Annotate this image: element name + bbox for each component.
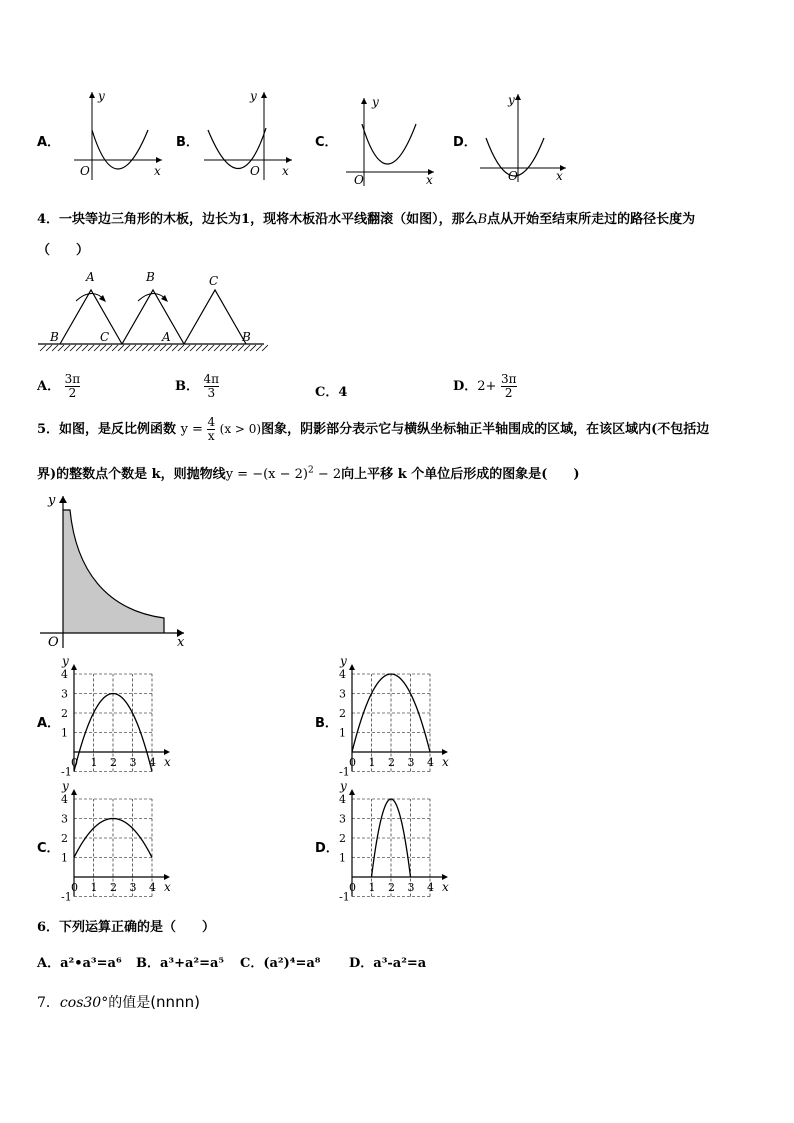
y-tick-label: -1 bbox=[61, 765, 72, 779]
q3a-x-label: x bbox=[154, 164, 161, 178]
q4-label-b-top: B bbox=[146, 270, 155, 284]
x-tick-label: 1 bbox=[90, 756, 98, 769]
q4-label-c1: C bbox=[100, 330, 110, 344]
x-tick-label: 4 bbox=[149, 881, 156, 894]
ground-hatch-line bbox=[154, 345, 160, 351]
ground-hatch-line bbox=[82, 345, 88, 351]
y-tick-label: 2 bbox=[339, 707, 346, 720]
y-tick-label: 1 bbox=[339, 726, 346, 740]
x-tick-label: 2 bbox=[110, 756, 117, 769]
q3c-y-label: y bbox=[372, 95, 379, 109]
q3-graph-b bbox=[200, 88, 300, 183]
q3a-y-label: y bbox=[98, 89, 105, 103]
x-tick-label: 3 bbox=[407, 756, 415, 769]
ground-hatch-line bbox=[106, 345, 112, 351]
ground-hatch-line bbox=[208, 345, 214, 351]
ground-hatch-line bbox=[262, 345, 268, 351]
x-tick-label: 0 bbox=[71, 881, 78, 894]
y-axis-label: y bbox=[62, 780, 69, 793]
ground-hatch-line bbox=[136, 345, 142, 351]
x-axis-label: x bbox=[442, 755, 449, 769]
q3-graph-c bbox=[342, 94, 442, 189]
q5-graph-c bbox=[58, 780, 178, 905]
q5-graph-a bbox=[58, 655, 178, 780]
q4-option-d[interactable]: D．2+ $\frac{3\pi}{2}$ bbox=[453, 372, 517, 400]
x-tick-label: 2 bbox=[110, 881, 117, 894]
y-tick-label: 2 bbox=[61, 707, 68, 720]
q5-graph-b bbox=[336, 655, 456, 780]
q5-option-c-label[interactable]: C． bbox=[37, 841, 60, 856]
y-tick-label: 1 bbox=[339, 851, 346, 865]
x-axis-label: x bbox=[164, 880, 171, 894]
q6-question: 6．下列运算正确的是（ ） bbox=[37, 920, 216, 935]
y-tick-label: 3 bbox=[339, 687, 346, 701]
q5-question-line1: 5．如图，是反比例函数 y = $\frac{4}{x}$ (x > 0)图象，阴影部分表示它与横纵坐标轴正半轴围成的区域，在该区域内(不包括边 bbox=[37, 415, 710, 443]
y-axis-label: y bbox=[340, 655, 347, 668]
q4-option-c[interactable]: C．4 bbox=[315, 385, 348, 400]
y-tick-label: -1 bbox=[339, 765, 350, 779]
q3c-x-label: x bbox=[426, 173, 433, 187]
y-tick-label: 3 bbox=[339, 812, 346, 826]
ground-hatch-line bbox=[64, 345, 70, 351]
q3d-x-label: x bbox=[556, 169, 563, 183]
y-axis-arrow bbox=[349, 789, 355, 795]
y-tick-label: 2 bbox=[61, 832, 68, 845]
q3a-origin-label: O bbox=[80, 164, 90, 178]
q3b-x-label: x bbox=[282, 164, 289, 178]
x-axis-label: x bbox=[164, 755, 171, 769]
ground-hatch-line bbox=[118, 345, 124, 351]
q6-option-d[interactable]: D．a³-a²=a bbox=[349, 956, 427, 971]
q4-triangle-figure bbox=[36, 265, 268, 355]
ground-hatch-line bbox=[70, 345, 76, 351]
y-axis-arrow bbox=[71, 789, 77, 795]
ground-hatch-line bbox=[214, 345, 220, 351]
ground-hatch-line bbox=[46, 345, 52, 351]
y-tick-label: 2 bbox=[339, 832, 346, 845]
ground-hatch-line bbox=[142, 345, 148, 351]
q3b-origin-label: O bbox=[250, 164, 260, 178]
q3b-y-label: y bbox=[250, 89, 257, 103]
x-tick-label: 2 bbox=[388, 881, 395, 894]
y-tick-label: -1 bbox=[61, 890, 72, 904]
y-tick-label: 4 bbox=[339, 793, 346, 806]
q4-answer-paren: （ ） bbox=[37, 243, 90, 258]
q4-question-text: 4．一块等边三角形的木板，边长为1，现将木板沿水平线翻滚（如图），那么B点从开始至结束所走过的路径长度为 bbox=[37, 212, 696, 227]
x-axis-label: x bbox=[442, 880, 449, 894]
q5-option-a-label[interactable]: A． bbox=[37, 716, 61, 731]
x-tick-label: 3 bbox=[407, 881, 415, 894]
q7-question: 7．cos30°的值是(nnnn) bbox=[37, 993, 200, 1011]
ground-hatch-line bbox=[190, 345, 196, 351]
ground-hatch-line bbox=[166, 345, 172, 351]
ground-hatch-line bbox=[100, 345, 106, 351]
ground-hatch-line bbox=[172, 345, 178, 351]
ground-hatch-line bbox=[130, 345, 136, 351]
q5-fig-x-label: x bbox=[177, 635, 185, 650]
x-tick-label: 1 bbox=[90, 881, 98, 894]
y-tick-label: 4 bbox=[61, 668, 68, 681]
y-tick-label: -1 bbox=[339, 890, 350, 904]
y-axis-label: y bbox=[340, 780, 347, 793]
ground-hatch-line bbox=[52, 345, 58, 351]
ground-hatch-line bbox=[238, 345, 244, 351]
ground-hatch-line bbox=[88, 345, 94, 351]
ground-hatch-line bbox=[184, 345, 190, 351]
q5-reciprocal-figure bbox=[36, 490, 196, 650]
x-tick-label: 1 bbox=[368, 881, 376, 894]
ground-hatch-line bbox=[124, 345, 130, 351]
x-tick-label: 0 bbox=[71, 756, 78, 769]
ground-hatch-line bbox=[232, 345, 238, 351]
y-tick-label: 1 bbox=[61, 851, 68, 865]
q3c-origin-label: O bbox=[354, 173, 364, 187]
q6-option-a[interactable]: A．a²•a³=a⁶ bbox=[37, 956, 122, 971]
q6-option-b[interactable]: B．a³+a²=a⁵ bbox=[136, 956, 225, 971]
q3d-y-label: y bbox=[508, 93, 515, 107]
ground-hatch-line bbox=[40, 345, 46, 351]
y-axis-label: y bbox=[62, 655, 69, 668]
ground-hatch-line bbox=[148, 345, 154, 351]
ground-hatch-line bbox=[58, 345, 64, 351]
q5-fig-y-label: y bbox=[48, 493, 56, 508]
q3-graph-a bbox=[70, 88, 170, 183]
ground-hatch-line bbox=[112, 345, 118, 351]
x-tick-label: 4 bbox=[427, 881, 434, 894]
x-tick-label: 2 bbox=[388, 756, 395, 769]
ground-hatch-line bbox=[250, 345, 256, 351]
ground-hatch-line bbox=[160, 345, 166, 351]
y-axis-arrow bbox=[71, 664, 77, 670]
q3-option-a-label[interactable]: A． bbox=[37, 135, 61, 150]
ground-hatch-line bbox=[76, 345, 82, 351]
q4-label-b2: B bbox=[242, 330, 251, 344]
y-axis-arrow bbox=[349, 664, 355, 670]
q4-label-c-top: C bbox=[209, 274, 219, 288]
q6-option-c[interactable]: C．(a²)⁴=a⁸ bbox=[240, 956, 321, 971]
ground-hatch-line bbox=[256, 345, 262, 351]
x-tick-label: 3 bbox=[129, 881, 137, 894]
x-tick-label: 4 bbox=[427, 756, 434, 769]
x-tick-label: 0 bbox=[349, 881, 356, 894]
x-tick-label: 1 bbox=[368, 756, 376, 769]
q4-option-b[interactable]: B． $\frac{4\pi}{3}$ bbox=[175, 372, 220, 400]
q3-option-c-label[interactable]: C． bbox=[315, 135, 338, 150]
y-tick-label: 4 bbox=[339, 668, 346, 681]
ground-hatch-line bbox=[226, 345, 232, 351]
q5-option-d-label[interactable]: D． bbox=[315, 841, 339, 856]
ground-hatch-line bbox=[244, 345, 250, 351]
q4-label-b1: B bbox=[50, 330, 59, 344]
q5-question-line2: 界)的整数点个数是 k，则抛物线$y = -(x - 2)^2 - 2$向上平移 k 个单位后形成的图象是( ) bbox=[37, 465, 580, 482]
y-tick-label: 3 bbox=[61, 812, 68, 826]
y-tick-label: 4 bbox=[61, 793, 68, 806]
q5-option-b-label[interactable]: B． bbox=[315, 716, 338, 731]
ground-hatch-line bbox=[94, 345, 100, 351]
q3d-origin-label: O bbox=[508, 169, 518, 183]
x-tick-label: 4 bbox=[149, 756, 156, 769]
ground-hatch-line bbox=[178, 345, 184, 351]
ground-hatch-line bbox=[220, 345, 226, 351]
q4-label-a1: A bbox=[162, 330, 171, 344]
y-tick-label: 3 bbox=[61, 687, 68, 701]
x-tick-label: 3 bbox=[129, 756, 137, 769]
q3-option-b-label[interactable]: B． bbox=[176, 135, 199, 150]
q5-graph-d bbox=[336, 780, 456, 905]
q3-option-d-label[interactable]: D． bbox=[453, 135, 477, 150]
q4-option-a[interactable]: A． $\frac{3\pi}{2}$ bbox=[37, 372, 81, 400]
ground-hatch-line bbox=[196, 345, 202, 351]
ground-hatch-line bbox=[202, 345, 208, 351]
y-tick-label: 1 bbox=[61, 726, 68, 740]
q4-label-a-top: A bbox=[86, 270, 95, 284]
q3-graph-d bbox=[478, 90, 578, 185]
q5-fig-origin-label: O bbox=[48, 635, 59, 650]
x-tick-label: 0 bbox=[349, 756, 356, 769]
